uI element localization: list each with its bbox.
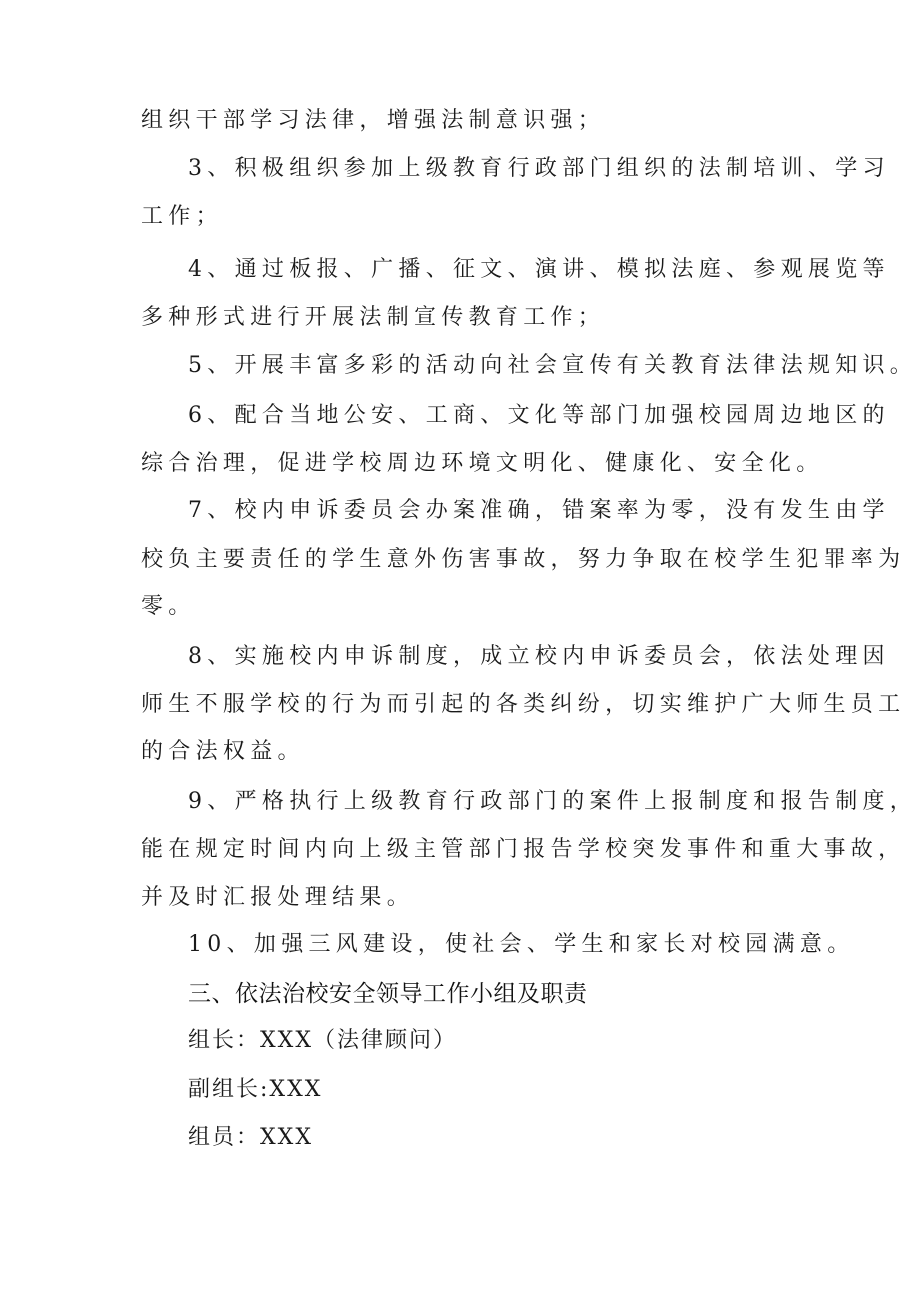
member-deputy-leader: 副组长:XXX	[188, 1077, 323, 1102]
list-item-9: 9、严格执行上级教育行政部门的案件上报制度和报告制度，	[188, 789, 918, 814]
list-item-10: 10、加强三风建设，使社会、学生和家长对校园满意。	[188, 932, 855, 957]
member-leader: 组长：XXX（法律顾问）	[188, 1028, 457, 1053]
text-line: 工作；	[141, 204, 223, 229]
text-line: 并及时汇报处理结果。	[141, 885, 415, 910]
text-line: 组织干部学习法律，增强法制意识强；	[141, 108, 606, 133]
section-heading: 三、依法治校安全领导工作小组及职责	[188, 981, 588, 1007]
text-line: 师生不服学校的行为而引起的各类纠纷，切实维护广大师生员工	[141, 692, 906, 717]
text-line: 能在规定时间内向上级主管部门报告学校突发事件和重大事故，	[141, 837, 906, 862]
list-item-3: 3、积极组织参加上级教育行政部门组织的法制培训、学习	[188, 156, 890, 181]
text-line: 综合治理，促进学校周边环境文明化、健康化、安全化。	[141, 451, 824, 476]
list-item-5: 5、开展丰富多彩的活动向社会宣传有关教育法律法规知识。	[188, 353, 918, 378]
list-item-7: 7、校内申诉委员会办案准确，错案率为零，没有发生由学	[188, 498, 890, 523]
text-line: 校负主要责任的学生意外伤害事故，努力争取在校学生犯罪率为	[141, 547, 906, 572]
list-item-4: 4、通过板报、广播、征文、演讲、模拟法庭、参观展览等	[188, 257, 890, 282]
text-line: 零。	[141, 594, 196, 619]
list-item-8: 8、实施校内申诉制度，成立校内申诉委员会，依法处理因	[188, 644, 890, 669]
list-item-6: 6、配合当地公安、工商、文化等部门加强校园周边地区的	[188, 403, 890, 428]
text-line: 多种形式进行开展法制宣传教育工作；	[141, 305, 606, 330]
member-members: 组员：XXX	[188, 1125, 313, 1150]
text-line: 的合法权益。	[141, 739, 305, 764]
